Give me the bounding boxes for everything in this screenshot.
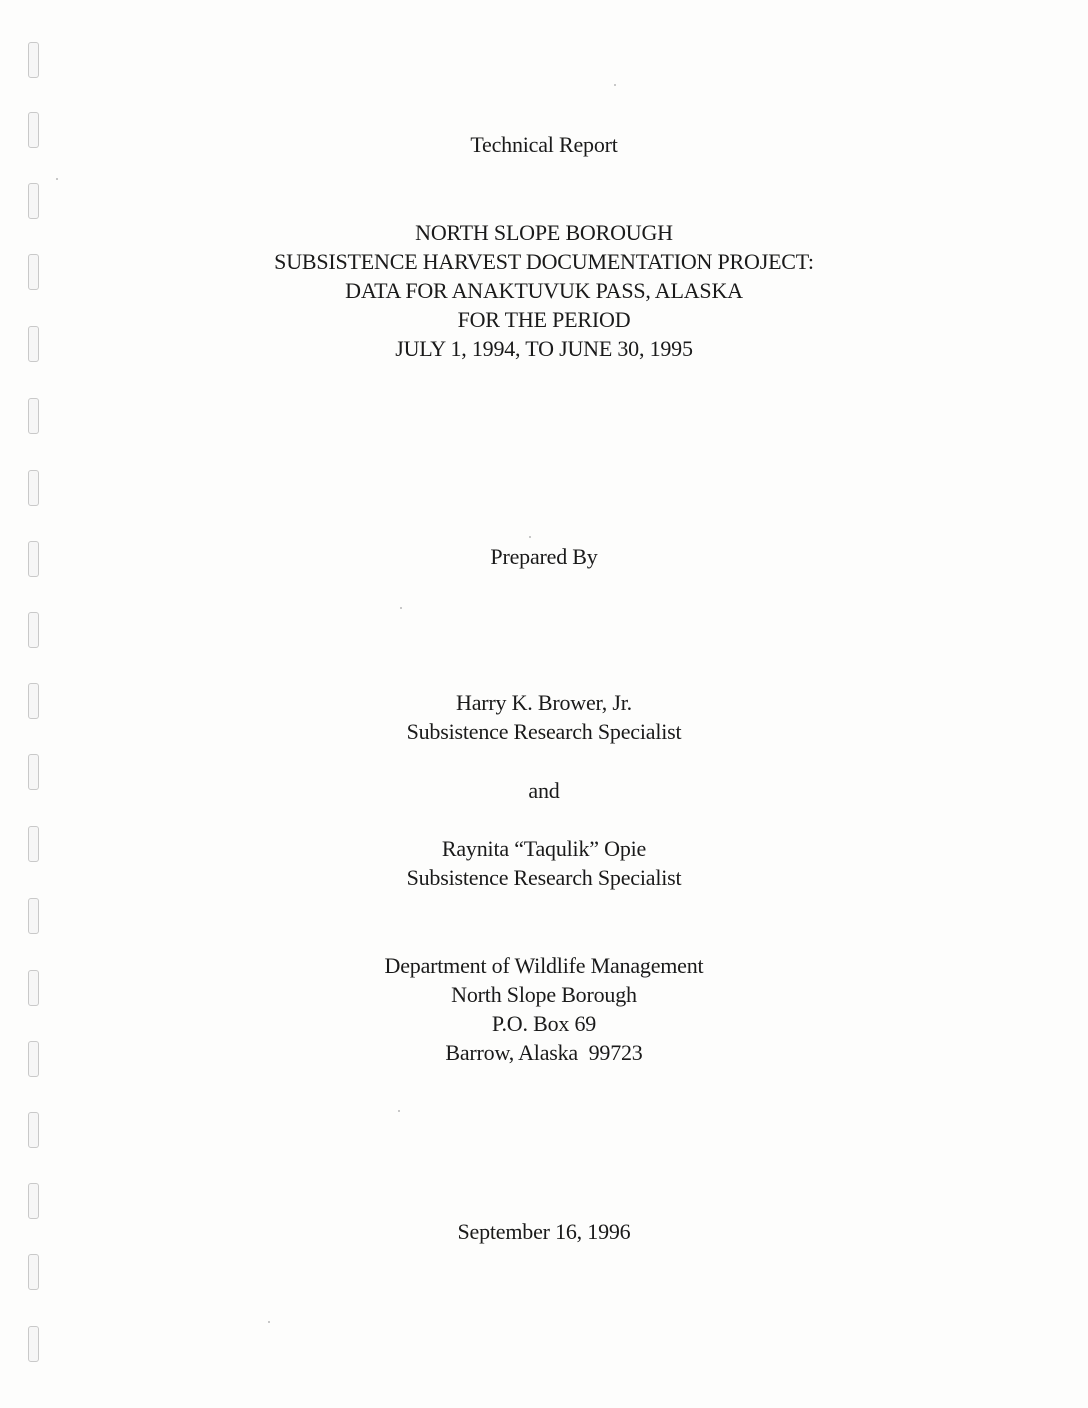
binding-hole — [28, 1326, 39, 1362]
binding-hole — [28, 898, 39, 934]
author1-role: Subsistence Research Specialist — [406, 719, 682, 744]
author1-block — [0, 688, 1088, 746]
prepared-by-label: Prepared By — [490, 544, 598, 569]
scan-speck — [398, 1110, 400, 1112]
binding-hole — [28, 183, 39, 219]
title-line: DATA FOR ANAKTUVUK PASS, ALASKA — [345, 278, 743, 303]
binding-hole — [28, 1112, 39, 1148]
scan-speck — [529, 536, 531, 538]
conjunction-block — [0, 776, 1088, 805]
title-block — [0, 218, 1088, 363]
binding-hole — [28, 42, 39, 78]
scan-speck — [56, 178, 58, 180]
author2-role: Subsistence Research Specialist — [406, 865, 682, 890]
title-line: SUBSISTENCE HARVEST DOCUMENTATION PROJECT: — [274, 249, 814, 274]
title-line: FOR THE PERIOD — [457, 307, 631, 332]
prepared-by-block — [0, 542, 1088, 571]
org-borough: North Slope Borough — [451, 982, 637, 1007]
title-line: NORTH SLOPE BOROUGH — [415, 220, 673, 245]
org-city: Barrow, Alaska 99723 — [445, 1040, 643, 1065]
author1-name: Harry K. Brower, Jr. — [456, 690, 632, 715]
binding-hole — [28, 612, 39, 648]
binding-hole — [28, 470, 39, 506]
report-date: September 16, 1996 — [457, 1219, 631, 1244]
scan-speck — [614, 84, 616, 86]
organization-block — [0, 951, 1088, 1067]
author2-name: Raynita “Taqulik” Opie — [441, 836, 647, 861]
report-type: Technical Report — [470, 132, 618, 157]
scan-speck — [268, 1321, 270, 1323]
scan-speck — [400, 607, 402, 609]
binding-hole — [28, 398, 39, 434]
title-line: JULY 1, 1994, TO JUNE 30, 1995 — [395, 336, 693, 361]
author2-block — [0, 834, 1088, 892]
conjunction: and — [528, 778, 560, 803]
org-po-box: P.O. Box 69 — [491, 1011, 597, 1036]
report-type-block — [0, 130, 1088, 159]
date-block — [0, 1217, 1088, 1246]
binding-hole — [28, 1183, 39, 1219]
binding-hole — [28, 1254, 39, 1290]
org-department: Department of Wildlife Management — [384, 953, 704, 978]
